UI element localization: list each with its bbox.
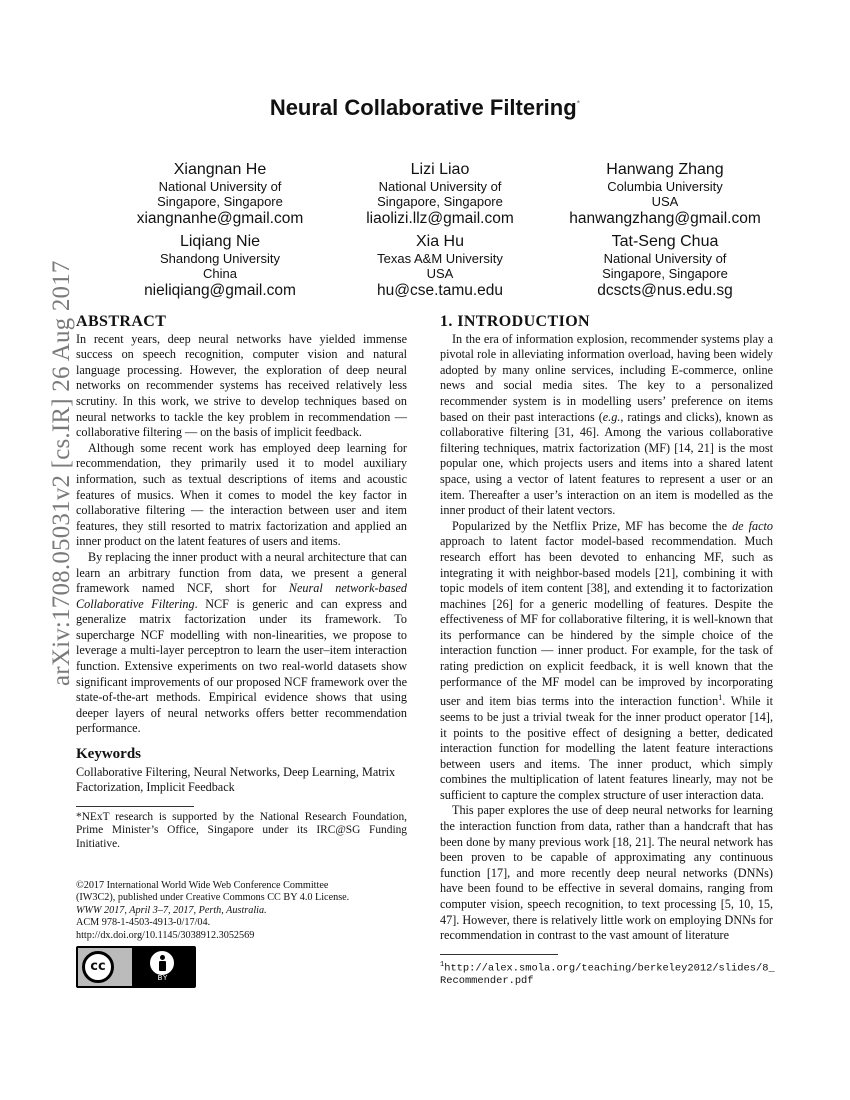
intro-emphasis: e.g.	[602, 409, 621, 424]
intro-text: . While it seems to be just a trivial tweak for the inner product operator [14], it points to the positive effect of designing a better, dedicated interaction function for modelling the latent feature interactions between users and items. The inner product, which simply combines the multiplication of latent features linearly, may not be sufficient to capture the complex structure of user interaction data.	[440, 694, 773, 802]
author-email[interactable]: hanwangzhang@gmail.com	[569, 210, 761, 227]
author-affiliation: Shandong University	[160, 251, 280, 266]
footnote-rule	[76, 806, 194, 807]
author-email[interactable]: xiangnanhe@gmail.com	[136, 210, 304, 227]
intro-emphasis: de facto	[732, 518, 774, 533]
author-affiliation: National University of	[158, 179, 282, 194]
author-affiliation: USA	[651, 194, 679, 209]
title-footnote-mark: *	[576, 98, 581, 109]
footnote-mark: 1	[718, 693, 723, 703]
intro-paragraph: This paper explores the use of deep neural networks for learning the interaction function from data, rather than a handcraft that has been done by many previous work [18, 21]. The neural network has been proven to be capable of approximating any continuous function [17], and more recently deep neural networks (DNNs) have been found to be effective in several domains, ranging from computer vision, speech recognition, to text processing [5, 10, 15, 47]. However, there is relatively little work on employing DNNs for recommendation in contrast to the vast amount of literature	[440, 803, 773, 943]
right-column	[440, 314, 773, 988]
abstract-text: . NCF is generic and can express and generalize matrix factorization under its framework. To supercharge NCF modelling with non-linearities, we propose to leverage a multi-layer perceptron to learn the user–item interaction function. Extensive experiments on two real-world datasets show significant improvements of our proposed NCF framework over the state-of-the-art methods. Empirical evidence shows that using deeper layers of neural networks offers better recommendation performance.	[76, 596, 407, 736]
author-name: Xiangnan He	[173, 161, 267, 178]
author-card	[540, 232, 790, 300]
author-name: Lizi Liao	[410, 161, 470, 178]
doi-link[interactable]: http://dx.doi.org/10.1145/3038912.3052569	[76, 929, 255, 941]
author-affiliation: Singapore, Singapore	[377, 194, 503, 209]
abstract-heading: ABSTRACT	[76, 313, 167, 330]
footnote-rule	[440, 954, 558, 955]
author-card	[540, 160, 790, 228]
author-card	[340, 160, 540, 228]
intro-paragraph	[440, 332, 773, 519]
author-affiliation: Singapore, Singapore	[602, 266, 728, 281]
conference-line: WWW 2017, April 3–7, 2017, Perth, Australia.	[76, 904, 267, 916]
introduction-heading: 1. INTRODUCTION	[440, 313, 591, 330]
abstract-paragraph: Although some recent work has employed deep learning for recommendation, they primarily used it to model auxiliary information, such as textual descriptions of items and acoustic features of musics. When it comes to model the key factor in collaborative filtering — the interaction between user and item features, they still resorted to matrix factorization and applied an inner product on the latent features of users and items.	[76, 440, 407, 549]
author-affiliation: National University of	[378, 179, 502, 194]
author-affiliation: USA	[426, 266, 454, 281]
author-name: Liqiang Nie	[179, 233, 261, 250]
intro-text: , ratings and clicks), known as collaborative filtering [31, 46]. Among the various collaborative filtering techniques, matrix factorization (MF) [14, 21] is the most popular one, which projects users and items into a shared latent space, using a vector of latent features to represent a user or an item. Thereafter a user’s interaction on an item is modelled as the inner product of their latent vectors.	[440, 409, 773, 518]
footnote-url-cont[interactable]: Recommender.pdf	[440, 975, 534, 988]
cc-by-license-icon[interactable]	[76, 946, 196, 988]
intro-text: In the era of information explosion, recommender systems play a pivotal role in alleviating information overload, having been widely adopted by many online services, including E-commerce, online news and social media sites. The key to a personalized recommender system is in modelling users’ preference on items based on their past interactions (	[440, 331, 773, 424]
copyright-line: ©2017 International World Wide Web Conference Committee	[76, 879, 329, 891]
copyright-block	[76, 880, 407, 988]
author-affiliation: Columbia University	[607, 179, 723, 194]
author-email[interactable]: hu@cse.tamu.edu	[376, 282, 504, 299]
author-name: Xia Hu	[415, 233, 465, 250]
author-name: Tat-Seng Chua	[611, 233, 719, 250]
author-affiliation: Texas A&M University	[377, 251, 503, 266]
title-text: Neural Collaborative Filtering	[269, 95, 577, 120]
paper-title	[0, 95, 850, 121]
by-label: BY	[157, 973, 169, 982]
author-affiliation: China	[203, 266, 237, 281]
intro-text: Popularized by the Netflix Prize, MF has become the	[452, 518, 733, 533]
abstract-paragraph: In recent years, deep neural networks have yielded immense success on speech recognition, computer vision and natural language processing. However, the exploration of deep neural networks on recommender systems has received relatively less scrutiny. In this work, we strive to develop techniques based on neural networks to tackle the key problem in recommendation — collaborative filtering — on the basis of implicit feedback.	[76, 331, 407, 440]
abstract-paragraph	[76, 550, 407, 737]
url-footnote	[440, 959, 773, 988]
author-name: Hanwang Zhang	[606, 161, 724, 178]
funding-footnote: *NExT research is supported by the National Research Foundation, Prime Minister’s Office, Singapore under its IRC@SG Funding Initiative.	[76, 810, 407, 850]
footnote-url[interactable]: http://alex.smola.org/teaching/berkeley2012/slides/8_	[444, 962, 775, 975]
author-affiliation: National University of	[603, 251, 727, 266]
isbn-line: ACM 978-1-4503-4913-0/17/04.	[76, 917, 211, 929]
intro-text: approach to latent factor model-based recommendation. Much research effort has been devoted to enhancing MF, such as integrating it with neighbor-based models [21], combining it with topic models of item content [38], and extending it to factorization machines [26] for a generic modelling of features. Despite the effectiveness of MF for collaborative filtering, it is well-known that its performance can be hindered by the simple choice of the interaction function — inner product. For example, for the task of rating prediction on explicit feedback, it is well known that the performance of the MF model can be improved by incorporating user and item bias terms into the interaction function	[440, 534, 773, 709]
author-card	[340, 232, 540, 300]
author-email[interactable]: liaolizi.llz@gmail.com	[366, 210, 514, 227]
author-email[interactable]: nieliqiang@gmail.com	[144, 282, 296, 299]
intro-paragraph	[440, 519, 773, 804]
footnote-number: 1	[440, 960, 445, 969]
cc-icon: cc	[82, 951, 114, 983]
arxiv-id: arXiv:1708.05031v2 [cs.IR] 26 Aug 2017	[48, 260, 75, 686]
author-affiliation: Singapore, Singapore	[157, 194, 283, 209]
abstract-emphasis: Neural network-based Collaborative Filtering	[76, 581, 407, 611]
keywords-list: Collaborative Filtering, Neural Networks, Deep Learning, Matrix Factorization, Implicit Feedback	[76, 764, 396, 795]
keywords-heading: Keywords	[76, 746, 141, 763]
author-card	[100, 160, 340, 228]
by-panel	[132, 948, 194, 986]
arxiv-stamp	[14, 260, 75, 686]
abstract-text: By replacing the inner product with a neural architecture that can learn an arbitrary function from data, we present a general framework named NCF, short for	[76, 549, 407, 596]
author-card	[100, 232, 340, 300]
attribution-person-icon	[150, 951, 174, 975]
author-email[interactable]: dcscts@nus.edu.sg	[597, 282, 733, 299]
copyright-line: (IW3C2), published under Creative Commons CC BY 4.0 License.	[76, 892, 350, 904]
author-block	[100, 160, 790, 300]
left-column	[76, 314, 407, 988]
